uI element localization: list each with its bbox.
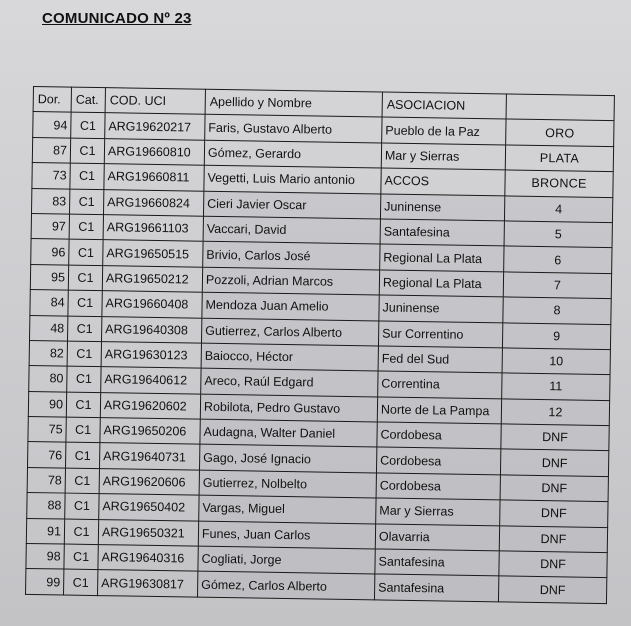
cell-result: 10 (502, 348, 610, 375)
cell-association: Olavarria (375, 524, 499, 551)
cell-association: Juninense (379, 295, 503, 322)
cell-dorsal: 97 (31, 213, 69, 239)
cell-category: C1 (68, 265, 102, 291)
cell-uci-code: ARG19660811 (104, 164, 204, 191)
cell-category: C1 (66, 392, 100, 418)
cell-dorsal: 90 (28, 391, 66, 417)
cell-category: C1 (70, 138, 104, 164)
cell-uci-code: ARG19640612 (101, 367, 201, 394)
cell-category: C1 (69, 214, 103, 240)
cell-association: Cordobesa (376, 473, 500, 500)
cell-uci-code: ARG19640308 (101, 316, 201, 343)
header-name: Apellido y Nombre (205, 89, 382, 117)
cell-uci-code: ARG19660408 (102, 291, 202, 318)
cell-association: Sur Correntino (378, 320, 502, 347)
cell-name: Gutierrez, Carlos Alberto (201, 318, 378, 346)
cell-category: C1 (69, 189, 103, 215)
cell-name: Mendoza Juan Amelio (202, 292, 379, 320)
document-title: COMUNICADO Nº 23 (42, 10, 192, 27)
cell-dorsal: 96 (31, 239, 69, 265)
cell-uci-code: ARG19620217 (105, 113, 205, 140)
cell-uci-code: ARG19640316 (98, 545, 198, 572)
header-result (506, 94, 614, 121)
cell-association: Fed del Sud (378, 346, 502, 373)
cell-name: Audagna, Walter Daniel (200, 419, 377, 447)
cell-uci-code: ARG19650212 (102, 265, 202, 292)
cell-category: C1 (67, 316, 101, 342)
cell-association: Juninense (380, 194, 504, 221)
cell-dorsal: 88 (27, 493, 65, 519)
cell-result: DNF (500, 449, 608, 476)
cell-dorsal: 99 (26, 569, 64, 595)
cell-dorsal: 83 (31, 188, 69, 214)
cell-dorsal: 76 (28, 442, 66, 468)
cell-association: Santafesina (375, 549, 499, 576)
cell-category: C1 (64, 569, 98, 595)
cell-association: Santafesina (374, 574, 498, 601)
cell-name: Faris, Gustavo Alberto (205, 115, 382, 143)
cell-category: C1 (67, 366, 101, 392)
results-table (25, 86, 615, 604)
cell-category: C1 (68, 290, 102, 316)
cell-dorsal: 94 (33, 112, 71, 138)
cell-result: BRONCE (505, 170, 613, 197)
cell-result: 5 (504, 221, 612, 248)
cell-category: C1 (66, 443, 100, 469)
cell-uci-code: ARG19660810 (104, 138, 204, 165)
cell-name: Vegetti, Luis Mario antonio (204, 165, 381, 193)
header-uci-code: COD. UCI (105, 88, 205, 115)
table-body (26, 112, 615, 603)
cell-dorsal: 80 (29, 366, 67, 392)
cell-dorsal: 87 (32, 137, 70, 163)
cell-association: Regional La Plata (379, 270, 503, 297)
cell-uci-code: ARG19650206 (100, 418, 200, 445)
cell-uci-code: ARG19620602 (100, 392, 200, 419)
cell-name: Areco, Raúl Edgard (201, 368, 378, 396)
cell-name: Robilota, Pedro Gustavo (200, 394, 377, 422)
cell-name: Gutierrez, Nolbelto (199, 470, 376, 498)
cell-result: 4 (504, 195, 612, 222)
cell-result: 6 (504, 246, 612, 273)
cell-result: 12 (501, 399, 609, 426)
cell-dorsal: 84 (30, 290, 68, 316)
cell-dorsal: 73 (32, 163, 70, 189)
cell-dorsal: 48 (30, 315, 68, 341)
cell-category: C1 (66, 417, 100, 443)
cell-name: Gago, José Ignacio (199, 445, 376, 473)
cell-result: DNF (500, 475, 608, 502)
cell-name: Pozzoli, Adrian Marcos (202, 267, 379, 295)
cell-dorsal: 75 (28, 417, 66, 443)
cell-association: Cordobesa (377, 422, 501, 449)
cell-dorsal: 82 (29, 340, 67, 366)
cell-uci-code: ARG19661103 (103, 215, 203, 242)
cell-uci-code: ARG19650402 (99, 494, 199, 521)
cell-result: DNF (499, 551, 607, 578)
cell-result: DNF (498, 576, 606, 603)
cell-result: 9 (502, 322, 610, 349)
cell-association: Santafesina (380, 219, 504, 246)
cell-association: Norte de La Pampa (377, 397, 501, 424)
cell-name: Brivio, Carlos José (203, 242, 380, 270)
cell-result: DNF (499, 526, 607, 553)
cell-name: Vaccari, David (203, 216, 380, 244)
cell-uci-code: ARG19650321 (98, 519, 198, 546)
cell-result: DNF (500, 500, 608, 527)
cell-name: Vargas, Miguel (199, 495, 376, 523)
cell-result: 8 (503, 297, 611, 324)
cell-category: C1 (69, 239, 103, 265)
cell-result: DNF (501, 424, 609, 451)
cell-result: PLATA (505, 145, 613, 172)
cell-name: Funes, Juan Carlos (198, 521, 375, 549)
cell-association: Pueblo de la Paz (382, 117, 506, 144)
cell-dorsal: 91 (26, 518, 64, 544)
cell-dorsal: 78 (27, 467, 65, 493)
cell-name: Baiocco, Héctor (201, 343, 378, 371)
cell-dorsal: 95 (30, 264, 68, 290)
cell-association: Mar y Sierras (376, 498, 500, 525)
cell-dorsal: 98 (26, 543, 64, 569)
cell-category: C1 (64, 544, 98, 570)
cell-category: C1 (70, 163, 104, 189)
cell-name: Cieri Javier Oscar (203, 191, 380, 219)
cell-category: C1 (71, 112, 105, 138)
cell-uci-code: ARG19650515 (103, 240, 203, 267)
cell-uci-code: ARG19630123 (101, 342, 201, 369)
cell-name: Gómez, Carlos Alberto (197, 572, 374, 600)
cell-association: ACCOS (381, 168, 505, 195)
cell-uci-code: ARG19640731 (100, 443, 200, 470)
cell-name: Cogliati, Jorge (198, 546, 375, 574)
cell-uci-code: ARG19620606 (99, 468, 199, 495)
cell-uci-code: ARG19660824 (103, 189, 203, 216)
cell-category: C1 (65, 493, 99, 519)
cell-result: 7 (503, 272, 611, 299)
cell-result: ORO (506, 119, 614, 146)
cell-category: C1 (65, 468, 99, 494)
cell-association: Regional La Plata (380, 244, 504, 271)
cell-result: 11 (502, 373, 610, 400)
header-association: ASOCIACION (382, 92, 506, 119)
cell-category: C1 (64, 519, 98, 545)
cell-association: Cordobesa (376, 447, 500, 474)
cell-category: C1 (67, 341, 101, 367)
cell-association: Correntina (378, 371, 502, 398)
header-dorsal: Dor. (33, 87, 71, 113)
cell-uci-code: ARG19630817 (98, 570, 198, 597)
header-category: Cat. (71, 87, 105, 113)
cell-association: Mar y Sierras (381, 143, 505, 170)
cell-name: Gómez, Gerardo (204, 140, 381, 168)
